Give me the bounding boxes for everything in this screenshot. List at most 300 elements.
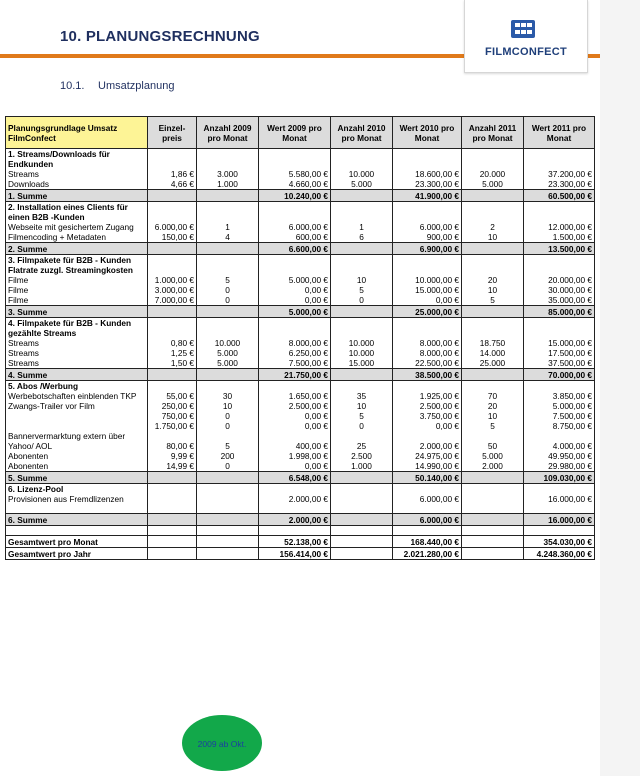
table-cell — [524, 149, 595, 170]
row-label: Streams — [6, 358, 148, 369]
table-cell — [197, 536, 259, 548]
table-row — [6, 232, 595, 243]
table-cell: 80,00 € — [148, 431, 197, 451]
row-label: Filme — [6, 295, 148, 306]
table-cell: 20 — [462, 275, 524, 285]
table-cell: 0,00 € — [393, 421, 462, 431]
table-cell: 2.500 — [331, 451, 393, 461]
table-cell — [197, 202, 259, 223]
logo-text: FILMCONFECT — [484, 46, 568, 58]
table-row — [6, 391, 595, 401]
table-cell: 2.000 — [462, 461, 524, 472]
table-cell: 12.000,00 € — [524, 222, 595, 232]
table-cell: 16.000,00 € — [524, 514, 595, 526]
row-label: Filmencoding + Metadaten — [6, 232, 148, 243]
table-cell — [259, 255, 331, 276]
table-cell: 18.600,00 € — [393, 169, 462, 179]
table-cell — [331, 548, 393, 560]
table-cell: 3.850,00 € — [524, 391, 595, 401]
table-cell — [148, 381, 197, 392]
row-label — [6, 421, 148, 431]
row-label: Zwangs-Trailer vor Film — [6, 401, 148, 411]
table-row — [6, 526, 595, 536]
table-cell: 70 — [462, 391, 524, 401]
table-cell: 38.500,00 € — [393, 369, 462, 381]
table-cell: 5.000 — [331, 179, 393, 190]
table-cell — [462, 369, 524, 381]
table-cell — [148, 243, 197, 255]
table-cell: 1.925,00 € — [393, 391, 462, 401]
row-label: Streams — [6, 169, 148, 179]
table-cell — [393, 504, 462, 514]
table-cell: 156.414,00 € — [259, 548, 331, 560]
group-row — [6, 318, 595, 339]
table-cell — [148, 306, 197, 318]
table-cell — [331, 149, 393, 170]
table-cell: 49.950,00 € — [524, 451, 595, 461]
table-cell — [331, 318, 393, 339]
table-cell: 0 — [331, 295, 393, 306]
table-cell: 400,00 € — [259, 431, 331, 451]
table-cell: 15.000,00 € — [393, 285, 462, 295]
column-header: Wert 2011 pro Monat — [524, 117, 595, 149]
table-cell — [331, 514, 393, 526]
table-row — [6, 179, 595, 190]
table-cell: 5 — [197, 275, 259, 285]
table-row — [6, 348, 595, 358]
table-cell — [197, 484, 259, 495]
table-cell: 200 — [197, 451, 259, 461]
table-cell: 37.500,00 € — [524, 358, 595, 369]
row-label: Filme — [6, 275, 148, 285]
table-cell — [393, 381, 462, 392]
total-row — [6, 536, 595, 548]
table-cell: 1.000 — [197, 179, 259, 190]
table-cell: 30.000,00 € — [524, 285, 595, 295]
table-cell: 0 — [197, 295, 259, 306]
sum-row — [6, 306, 595, 318]
logo — [464, 0, 588, 73]
table-cell: 5.000,00 € — [524, 401, 595, 411]
table-cell: 6 — [331, 232, 393, 243]
table-cell: 1.998,00 € — [259, 451, 331, 461]
table-cell: 6.000,00 € — [259, 222, 331, 232]
table-cell — [259, 149, 331, 170]
group-row — [6, 202, 595, 223]
table-cell: 17.500,00 € — [524, 348, 595, 358]
table-cell: 6.900,00 € — [393, 243, 462, 255]
table-cell: 109.030,00 € — [524, 472, 595, 484]
section-heading — [60, 80, 174, 92]
table-cell: 7.500,00 € — [524, 411, 595, 421]
table-cell: 25.000 — [462, 358, 524, 369]
table-cell — [331, 255, 393, 276]
table-cell: 2.021.280,00 € — [393, 548, 462, 560]
table-cell — [148, 514, 197, 526]
table-cell — [331, 504, 393, 514]
table-cell: 70.000,00 € — [524, 369, 595, 381]
table-cell — [197, 149, 259, 170]
row-label: Filme — [6, 285, 148, 295]
sum-row — [6, 190, 595, 202]
table-cell — [462, 504, 524, 514]
table-cell: 23.300,00 € — [393, 179, 462, 190]
table-cell: 10 — [331, 275, 393, 285]
table-cell: 5.000,00 € — [259, 275, 331, 285]
table-cell — [148, 202, 197, 223]
table-cell: 14.990,00 € — [393, 461, 462, 472]
row-label: 3. Summe — [6, 306, 148, 318]
table-cell: 5 — [197, 431, 259, 451]
table-cell: 2 — [462, 222, 524, 232]
table-cell: 750,00 € — [148, 411, 197, 421]
table-cell: 0 — [197, 421, 259, 431]
table-cell: 5.000,00 € — [259, 306, 331, 318]
table-cell — [331, 243, 393, 255]
table-cell: 30 — [197, 391, 259, 401]
table-cell — [462, 514, 524, 526]
table-cell: 6.000,00 € — [393, 222, 462, 232]
table-cell: 35.000,00 € — [524, 295, 595, 306]
table-cell: 10.000 — [331, 348, 393, 358]
table-cell — [462, 381, 524, 392]
row-label: Gesamtwert pro Jahr — [6, 548, 148, 560]
table-cell — [462, 472, 524, 484]
table-cell — [462, 548, 524, 560]
table-cell — [462, 318, 524, 339]
table-cell: 29.980,00 € — [524, 461, 595, 472]
table-cell: 10.240,00 € — [259, 190, 331, 202]
row-label: 5. Abos /Werbung — [6, 381, 148, 392]
table-cell — [393, 526, 462, 536]
row-label: 1. Streams/Downloads für Endkunden — [6, 149, 148, 170]
table-cell — [393, 484, 462, 495]
table-cell — [393, 318, 462, 339]
table-cell: 8.000,00 € — [259, 338, 331, 348]
table-cell — [462, 526, 524, 536]
table-cell: 10.000,00 € — [393, 275, 462, 285]
table-cell — [148, 548, 197, 560]
row-label: Streams — [6, 338, 148, 348]
row-label: 5. Summe — [6, 472, 148, 484]
table-cell: 5 — [331, 411, 393, 421]
table-cell — [331, 369, 393, 381]
table-cell — [148, 494, 197, 504]
sum-row — [6, 472, 595, 484]
table-cell: 10.000 — [331, 338, 393, 348]
table-cell — [148, 369, 197, 381]
row-label: 6. Lizenz-Pool — [6, 484, 148, 495]
table-cell: 1,50 € — [148, 358, 197, 369]
table-header-row — [6, 117, 595, 149]
table-cell: 22.500,00 € — [393, 358, 462, 369]
table-cell: 85.000,00 € — [524, 306, 595, 318]
table-cell: 5 — [462, 421, 524, 431]
table-cell: 10 — [462, 232, 524, 243]
table-cell — [148, 536, 197, 548]
table-cell — [148, 526, 197, 536]
table-cell: 55,00 € — [148, 391, 197, 401]
table-cell — [148, 149, 197, 170]
table-cell: 0 — [197, 461, 259, 472]
column-header: Anzahl 2010 pro Monat — [331, 117, 393, 149]
table-cell — [197, 255, 259, 276]
table-cell: 20.000,00 € — [524, 275, 595, 285]
table-cell: 6.600,00 € — [259, 243, 331, 255]
table-cell — [259, 318, 331, 339]
table-cell: 5.000 — [197, 358, 259, 369]
table-cell — [331, 484, 393, 495]
row-label: Streams — [6, 348, 148, 358]
table-cell: 4 — [197, 232, 259, 243]
section-title: Umsatzplanung — [98, 80, 175, 92]
table-cell: 3.750,00 € — [393, 411, 462, 421]
table-cell — [524, 484, 595, 495]
row-label: Werbebotschaften einblenden TKP — [6, 391, 148, 401]
table-cell — [462, 149, 524, 170]
table-cell — [197, 243, 259, 255]
table-cell — [148, 504, 197, 514]
table-cell: 52.138,00 € — [259, 536, 331, 548]
sum-row — [6, 369, 595, 381]
table-cell: 25.000,00 € — [393, 306, 462, 318]
table-cell: 2.500,00 € — [259, 401, 331, 411]
table-cell: 0,80 € — [148, 338, 197, 348]
table-row — [6, 461, 595, 472]
row-label: Abonenten — [6, 461, 148, 472]
table-cell: 1.750,00 € — [148, 421, 197, 431]
table-cell: 0,00 € — [259, 285, 331, 295]
table-cell — [331, 536, 393, 548]
table-cell: 1,86 € — [148, 169, 197, 179]
table-cell — [462, 484, 524, 495]
table-cell: 50.140,00 € — [393, 472, 462, 484]
table-cell — [197, 318, 259, 339]
row-label: 1. Summe — [6, 190, 148, 202]
table-cell: 0,00 € — [259, 411, 331, 421]
table-cell: 600,00 € — [259, 232, 331, 243]
table-cell: 3.000 — [197, 169, 259, 179]
table-cell — [331, 381, 393, 392]
sum-row — [6, 514, 595, 526]
table-cell — [524, 526, 595, 536]
table-cell: 1.000,00 € — [148, 275, 197, 285]
row-label — [6, 504, 148, 514]
table-cell: 6.250,00 € — [259, 348, 331, 358]
revenue-plan-table — [5, 116, 595, 560]
group-row — [6, 381, 595, 392]
table-cell: 10.000 — [331, 169, 393, 179]
table-cell: 8.750,00 € — [524, 421, 595, 431]
table-cell: 5.580,00 € — [259, 169, 331, 179]
table-cell: 10 — [462, 285, 524, 295]
table-cell: 4.660,00 € — [259, 179, 331, 190]
table-cell: 5 — [331, 285, 393, 295]
table-cell: 6.000,00 € — [393, 494, 462, 504]
table-cell: 41.900,00 € — [393, 190, 462, 202]
page-margin — [600, 0, 640, 776]
table-cell: 16.000,00 € — [524, 494, 595, 504]
row-label: Downloads — [6, 179, 148, 190]
table-row — [6, 421, 595, 431]
table-cell — [197, 494, 259, 504]
table-cell — [197, 306, 259, 318]
table-cell — [393, 255, 462, 276]
column-header: Planungsgrundlage Umsatz FilmConfect — [6, 117, 148, 149]
table-cell: 168.440,00 € — [393, 536, 462, 548]
table-cell — [259, 381, 331, 392]
table-row — [6, 358, 595, 369]
table-cell: 0,00 € — [259, 461, 331, 472]
table-cell: 6.000,00 € — [393, 514, 462, 526]
table-cell: 10 — [462, 411, 524, 421]
table-cell — [331, 526, 393, 536]
table-cell: 25 — [331, 431, 393, 451]
table-cell — [148, 484, 197, 495]
table-cell: 1 — [197, 222, 259, 232]
table-cell: 20 — [462, 401, 524, 411]
table-cell: 0,00 € — [259, 421, 331, 431]
table-cell — [197, 514, 259, 526]
table-cell: 250,00 € — [148, 401, 197, 411]
table-cell — [148, 190, 197, 202]
table-cell: 7.000,00 € — [148, 295, 197, 306]
table-row — [6, 295, 595, 306]
table-cell — [462, 536, 524, 548]
row-label: Webseite mit gesichertem Zugang — [6, 222, 148, 232]
section-number: 10.1. — [60, 80, 85, 92]
table-cell: 7.500,00 € — [259, 358, 331, 369]
table-cell: 5 — [462, 295, 524, 306]
table-cell: 20.000 — [462, 169, 524, 179]
table-body — [6, 149, 595, 560]
table-cell — [197, 548, 259, 560]
table-cell: 5.000 — [462, 179, 524, 190]
table-cell — [462, 243, 524, 255]
table-cell: 37.200,00 € — [524, 169, 595, 179]
table-cell — [524, 504, 595, 514]
table-cell: 13.500,00 € — [524, 243, 595, 255]
table-cell — [462, 306, 524, 318]
table-cell — [197, 504, 259, 514]
table-cell — [462, 494, 524, 504]
table-cell — [148, 472, 197, 484]
table-cell — [259, 526, 331, 536]
table-cell — [524, 318, 595, 339]
group-row — [6, 255, 595, 276]
total-row — [6, 548, 595, 560]
table-cell: 23.300,00 € — [524, 179, 595, 190]
row-label: 2. Summe — [6, 243, 148, 255]
table-cell: 150,00 € — [148, 232, 197, 243]
column-header: Wert 2009 pro Monat — [259, 117, 331, 149]
table-cell: 35 — [331, 391, 393, 401]
table-cell — [331, 202, 393, 223]
table-cell: 1.650,00 € — [259, 391, 331, 401]
table-cell: 1 — [331, 222, 393, 232]
table-cell: 24.975,00 € — [393, 451, 462, 461]
table-cell: 0 — [197, 411, 259, 421]
row-label: 4. Filmpakete für B2B - Kunden gezählte Streams — [6, 318, 148, 339]
table-cell: 1.000 — [331, 461, 393, 472]
table-cell — [524, 255, 595, 276]
table-cell: 2.000,00 € — [393, 431, 462, 451]
table-cell: 3.000,00 € — [148, 285, 197, 295]
table-cell: 0 — [197, 285, 259, 295]
row-label: Provisionen aus Fremdlizenzen — [6, 494, 148, 504]
table-cell: 4.000,00 € — [524, 431, 595, 451]
table-row — [6, 275, 595, 285]
table-cell: 1,25 € — [148, 348, 197, 358]
table-cell: 10.000 — [197, 338, 259, 348]
table-row — [6, 285, 595, 295]
table-cell: 4.248.360,00 € — [524, 548, 595, 560]
table-cell: 4,66 € — [148, 179, 197, 190]
note-label: 2009 ab Okt. — [197, 739, 247, 749]
table-cell — [197, 381, 259, 392]
table-row — [6, 504, 595, 514]
table-cell: 5.000 — [462, 451, 524, 461]
table-cell: 60.500,00 € — [524, 190, 595, 202]
table-cell: 8.000,00 € — [393, 338, 462, 348]
column-header: Wert 2010 pro Monat — [393, 117, 462, 149]
table-cell: 15.000,00 € — [524, 338, 595, 348]
table-cell: 900,00 € — [393, 232, 462, 243]
table-cell: 15.000 — [331, 358, 393, 369]
table-cell: 21.750,00 € — [259, 369, 331, 381]
table-cell: 14,99 € — [148, 461, 197, 472]
table-cell — [331, 494, 393, 504]
table-cell — [197, 190, 259, 202]
table-cell — [393, 202, 462, 223]
table-cell: 354.030,00 € — [524, 536, 595, 548]
table-cell — [197, 369, 259, 381]
group-row — [6, 484, 595, 495]
column-header: Anzahl 2011 pro Monat — [462, 117, 524, 149]
column-header: Einzel-preis — [148, 117, 197, 149]
table-row — [6, 494, 595, 504]
table-cell: 14.000 — [462, 348, 524, 358]
table-cell — [331, 190, 393, 202]
table-cell — [331, 472, 393, 484]
table-cell — [331, 306, 393, 318]
row-label — [6, 526, 148, 536]
table-cell — [259, 202, 331, 223]
table-cell: 0,00 € — [393, 295, 462, 306]
table-cell — [462, 190, 524, 202]
table-cell: 50 — [462, 431, 524, 451]
table-row — [6, 338, 595, 348]
table-cell: 6.548,00 € — [259, 472, 331, 484]
table-row — [6, 411, 595, 421]
table-cell — [148, 318, 197, 339]
table-cell — [462, 202, 524, 223]
row-label: Bannervermarktung extern über Yahoo/ AOL — [6, 431, 148, 451]
table-cell — [148, 255, 197, 276]
row-label — [6, 411, 148, 421]
row-label: Gesamtwert pro Monat — [6, 536, 148, 548]
film-grid-icon — [511, 20, 535, 38]
row-label: Abonenten — [6, 451, 148, 461]
table-cell — [524, 202, 595, 223]
table-row — [6, 222, 595, 232]
table-cell — [259, 504, 331, 514]
table-cell: 2.500,00 € — [393, 401, 462, 411]
table-row — [6, 169, 595, 179]
table-cell — [393, 149, 462, 170]
table-cell: 1.500,00 € — [524, 232, 595, 243]
table-cell — [197, 526, 259, 536]
